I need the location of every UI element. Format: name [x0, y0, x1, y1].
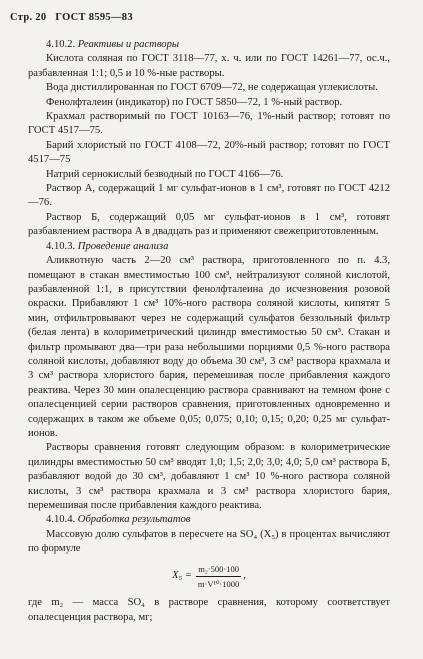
paragraph-starch: Крахмал растворимый по ГОСТ 10163—76, 1%-ный раствор; готовят по ГОСТ 4517—75. [28, 111, 390, 137]
section-heading-4-10-4: 4.10.4. Обработка результатов [46, 514, 191, 526]
standard-code: ГОСТ 8595—83 [55, 12, 133, 23]
paragraph-mass-fraction-intro: Массовую долю сульфатов в пересчете на SO₄ (X₅) в процентах вычисляют по формуле [28, 528, 390, 555]
formula-fraction [196, 562, 241, 592]
formula-tail: , [243, 570, 246, 582]
paragraph-where-m2: где m₂ — масса SO₄ в растворе сравнения, которому соответствует опалесценция раствора, мг; [28, 597, 390, 623]
page-header [10, 12, 139, 23]
formula-x5 [28, 562, 390, 592]
formula-numerator: m₂·500·100 [196, 562, 241, 577]
document-body [28, 38, 390, 625]
paragraph-hydrochloric-acid: Кислота соляная по ГОСТ 3118—77, х. ч. или по ГОСТ 14261—77, ос.ч., разбавленная 1:1; 0,5 и 10 %-ные растворы. [28, 53, 390, 79]
paragraph-distilled-water: Вода дистиллированная по ГОСТ 6709—72, не содержащая углекислоты. [46, 82, 378, 94]
paragraph-reference-solutions: Растворы сравнения готовят следующим образом: в колориметрические цилиндры вместимостью 50 см³ вводят 1,0; 1,5; 2,0; 3,0; 4,0; 5,0 см³ раствора Б, разбавляют водой до 30 см³, добавляют 1 см³ 10 %-ного раствора соляной кислоты, 3 см³ раствора крахмала и 3 см³ раствора хлористого бария, перемешивая после прибавления каждого реактива. [28, 442, 390, 511]
paragraph-sodium-sulfate: Натрий сернокислый безводный по ГОСТ 4166—76. [46, 168, 284, 180]
paragraph-phenolphthalein: Фенолфталеин (индикатор) по ГОСТ 5850—72, 1 %-ный раствор. [46, 96, 343, 108]
paragraph-solution-b: Раствор Б, содержащий 0,05 мг сульфат-ионов в 1 см³, готовят разбавлением раствора А в двадцать раз и применяют свежеприготовленным. [28, 211, 390, 238]
formula-denominator: m·V¹⁰·1000 [197, 579, 240, 590]
page-number: Стр. 20 [10, 12, 47, 23]
paragraph-barium-chloride: Барий хлористый по ГОСТ 4108—72, 20%-ный раствор; готовят по ГОСТ 4517—75 [28, 139, 390, 166]
section-heading-4-10-3: 4.10.3. Проведение анализа [46, 240, 169, 252]
paragraph-solution-a: Раствор А, содержащий 1 мг сульфат-ионов в 1 см³, готовят по ГОСТ 4212—76. [28, 183, 390, 209]
section-heading-4-10-2: 4.10.2. Реактивы и растворы [46, 39, 180, 50]
paragraph-analysis-procedure: Аликвотную часть 2—20 см³ раствора, приготовленного по п. 4.3, помещают в стакан вместимостью 100 см³, нейтрализуют соляной кислотой, разбавленной 1:1, в присутствии фенолфталеина до исчезновения розовой окраски. Прибавляют 1 см³ 10%-ного раствора соляной кислоты, кипятят 5 мин, отфильтровывают через не содержащий сульфатов беззольный фильтр (белая лента) в колориметрический цилиндр вместимостью 50 см³. Стакан и фильтр промывают два—три раза небольшими порциями 0,5 %-ного раствора соляной кислоты, добавляют воду до объема 30 см³, 3 см³ раствора крахмала и 3 см³ раствора хлористого бария, перемешивая после прибавления каждого реактива. Через 30 мин опалесценцию раствора сравнивают на темном фоне с опалесценцией серии растворов сравнения, приготовленных одновременно и содержащих в таком же объеме 0,05; 0,075; 0,10; 0,15; 0,20; 0,25 мг сульфат-ионов. [28, 255, 390, 439]
formula-lhs: X₅ = [172, 570, 192, 582]
